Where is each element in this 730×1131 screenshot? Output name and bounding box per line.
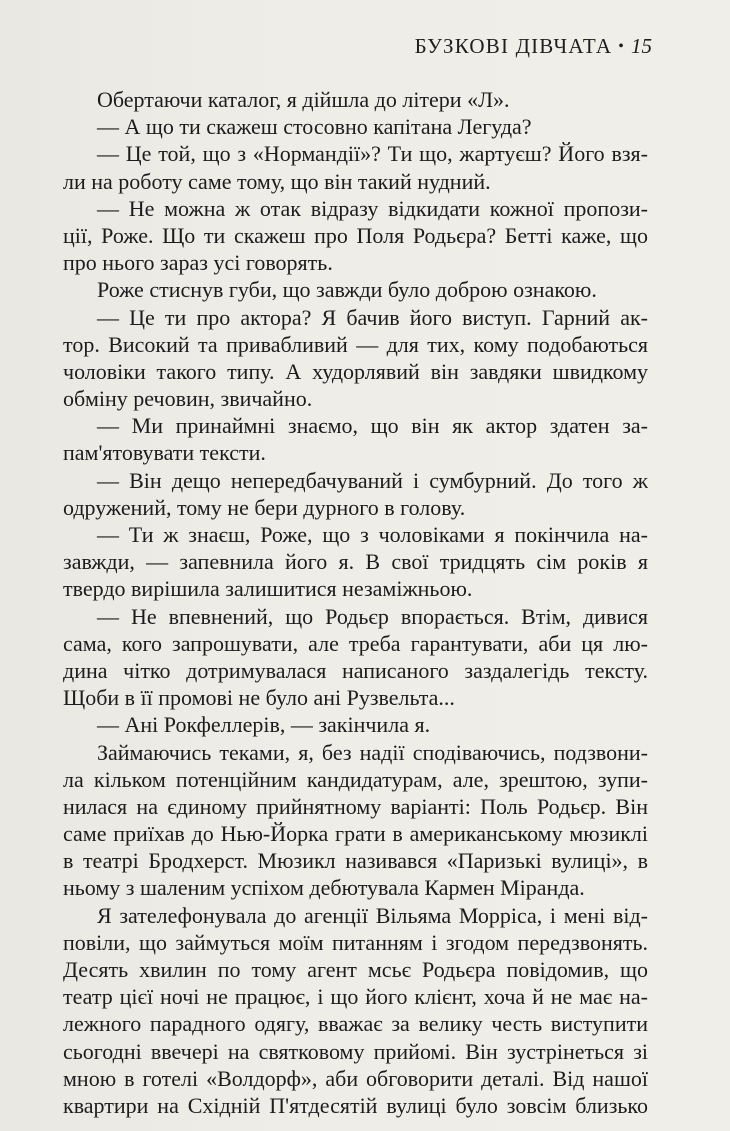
text-line: саме приїхав до Нью-Йорка грати в американському мюзиклі: [63, 821, 648, 847]
text-line: — Не можна ж отак відразу відкидати кожної пропози-: [97, 195, 648, 221]
text-line: про нього зараз усі говорять.: [63, 250, 333, 276]
running-header: [415, 34, 652, 59]
text-line: обміну речовин, звичайно.: [63, 386, 313, 412]
text-line: — Це той, що з «Нормандії»? Ти що, жартуєш? Його взя-: [97, 141, 648, 167]
text-line: — Не впевнений, що Родьєр впорається. Втім, дивися: [97, 603, 648, 629]
text-line: Я зателефонувала до агенції Вільяма Морріса, і мені від-: [97, 902, 648, 928]
text-line: ли на роботу саме тому, що він такий нудний.: [63, 168, 491, 194]
header-title: БУЗКОВІ ДІВЧАТА: [414, 34, 613, 58]
page-number: 15: [631, 34, 652, 58]
text-line: в театрі Бродхерст. Мюзикл називався «Паризькі вулиці», в: [63, 848, 648, 874]
text-line: сама, кого запрошувати, але треба гарантувати, аби ця лю-: [63, 630, 648, 656]
text-line: нилася на єдиному прийнятному варіанті: Поль Родьєр. Він: [63, 793, 648, 819]
text-line: Займаючись теками, я, без надії сподіваючись, подзвони-: [97, 739, 648, 765]
text-line: — Ми принаймні знаємо, що він як актор здатен за-: [97, 413, 648, 439]
text-line: мною в готелі «Волдорф», аби обговорити деталі. Від нашої: [63, 1065, 648, 1091]
text-line: тор. Високий та привабливий — для тих, кому подобаються: [63, 331, 648, 357]
text-line: дина чітко дотримувалася написаного заздалегідь тексту.: [63, 657, 648, 683]
text-line: — Він дещо непередбачуваний і сумбурний. До того ж: [97, 467, 648, 493]
body-text: [63, 86, 648, 1119]
text-line: ції, Роже. Що ти скажеш про Поля Родьєра? Бетті каже, що: [63, 222, 648, 248]
text-line: — Ти ж знаєш, Роже, що з чоловіками я покінчила на-: [97, 522, 648, 547]
text-line: Роже стиснув губи, що завжди було доброю ознакою.: [97, 277, 597, 303]
text-line: — Ані Рокфеллерів, — закінчила я.: [97, 712, 431, 738]
text-line: лежного парадного одягу, вважає за велику честь виступити: [63, 1011, 648, 1037]
text-line: Щоби в її промові не було ані Рузвельта...: [63, 685, 455, 711]
text-line: одружений, тому не бери дурного в голову.: [63, 494, 466, 520]
text-line: чоловіки такого типу. А худорлявий він завдяки швидкому: [63, 358, 648, 384]
text-line: сьогодні ввечері на святковому прийомі. Він зустрінеться зі: [63, 1038, 648, 1064]
text-line: театр цієї ночі не працює, і що його клієнт, хоча й не має на-: [63, 984, 648, 1010]
text-line: завжди, — запевнила його я. В свої тридцять сім років я: [63, 549, 648, 575]
text-line: ла кільком потенційним кандидатурам, але, зрештою, зупи-: [63, 766, 648, 792]
text-line: Десять хвилин по тому агент мсьє Родьєра повідомив, що: [63, 957, 648, 982]
text-line: квартири на Східній П'ятдесятій вулиці було зовсім близько: [63, 1092, 648, 1118]
text-line: Обертаючи каталог, я дійшла до літери «Л».: [97, 87, 510, 112]
text-line: — Це ти про актора? Я бачив його виступ. Гарний ак-: [97, 304, 648, 330]
text-line: пам'ятовувати тексти.: [63, 440, 266, 466]
header-separator: •: [618, 38, 625, 55]
text-line: ньому з шаленим успіхом дебютувала Кармен Міранда.: [63, 875, 585, 901]
text-line: повіли, що займуться моїм питанням і згодом передзвонять.: [63, 929, 648, 955]
text-line: твердо вирішила залишитися незаміжньою.: [63, 576, 473, 602]
text-line: — А що ти скажеш стосовно капітана Легуда?: [97, 114, 532, 140]
